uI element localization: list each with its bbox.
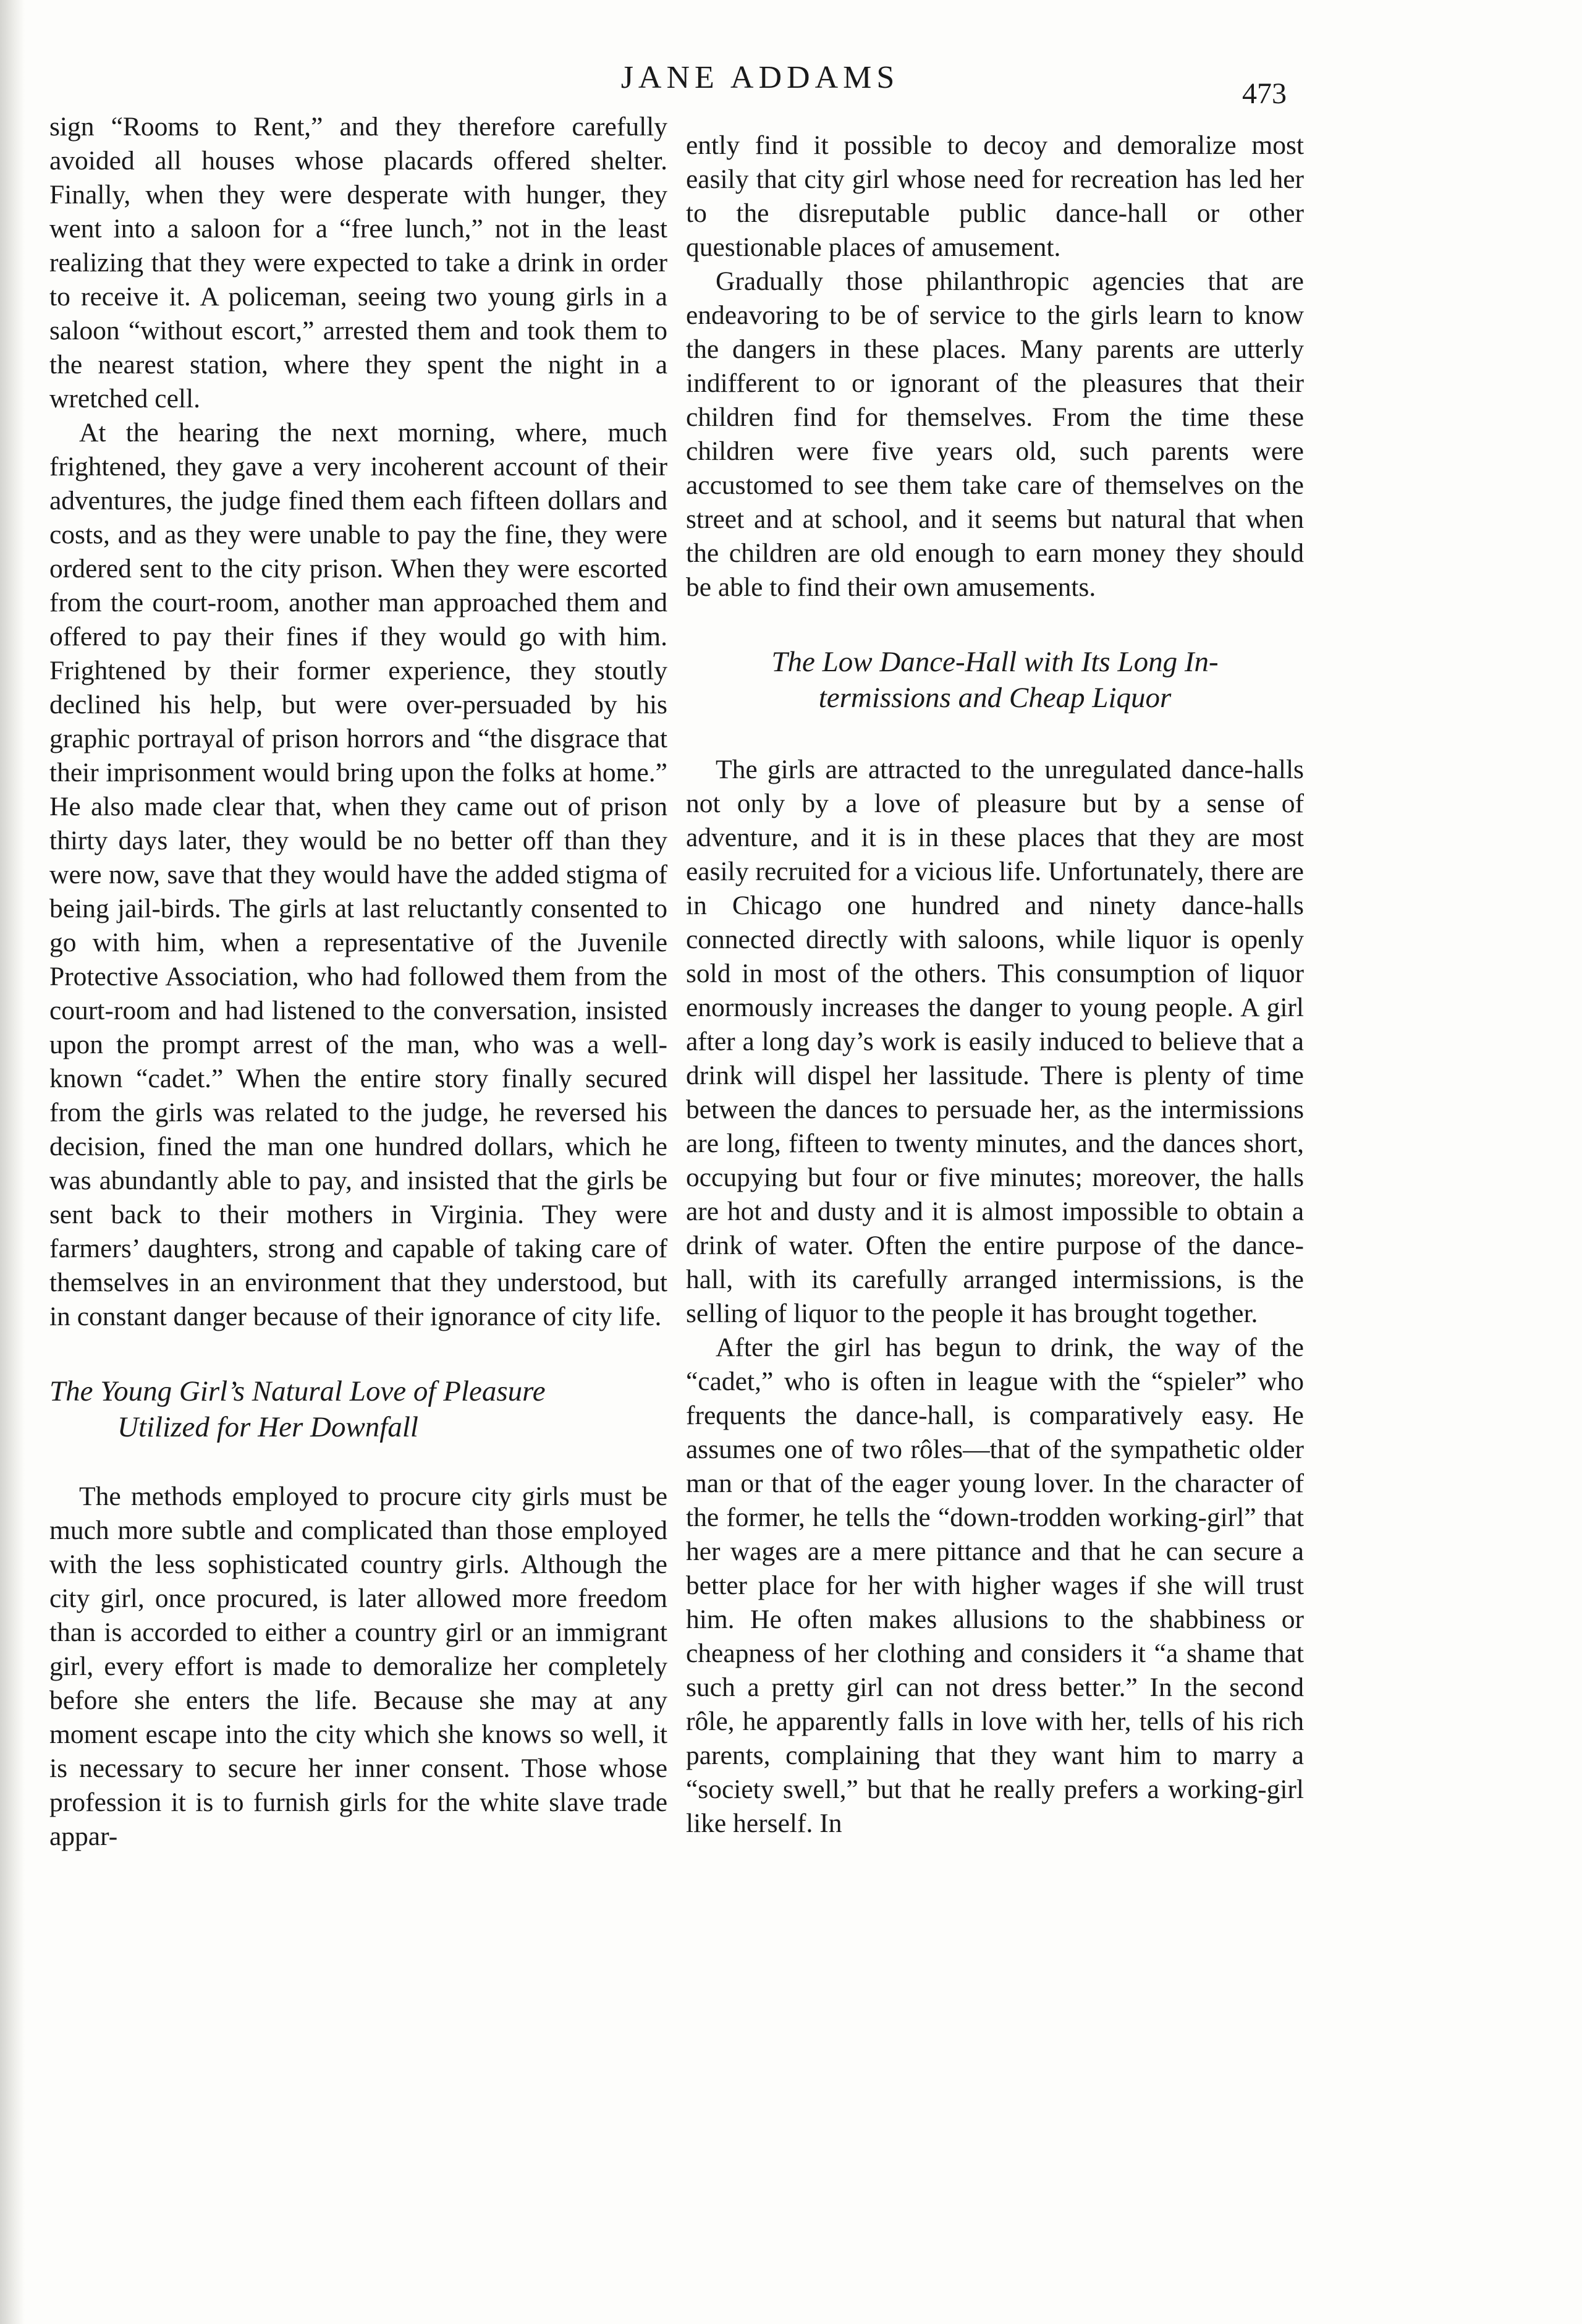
right-paragraph-1: ently find it possible to decoy and demoralize most easily that city girl whose need for recreation has led her to the disreputable public dance-hall or other questionable places of amusement.: [686, 130, 1304, 262]
page-number: 473: [1242, 77, 1287, 110]
right-heading-line-2: termissions and Cheap Liquor: [818, 682, 1172, 714]
right-paragraph-4: After the girl has begun to drink, the way of the “cadet,” who is often in league with the “spieler” who frequents the dance-hall, is comparatively easy. He assumes one of two rôles—that of the sympathetic older man or that of the eager young lover. In the character of the former, he tells the “down-trodden working-girl” that her wages are a mere pittance and that he can secure a better place for her with higher wages if she will trust him. He often makes allusions to the shabbiness or cheapness of her clothing and considers it “a shame that such a pretty girl can not dress better.” In the second rôle, he apparently falls in love with her, tells of his rich parents, complaining that they want him to marry a “society swell,” but that he really prefers a working-girl like herself. In: [686, 1333, 1304, 1838]
right-heading-line-1: The Low Dance-Hall with Its Long In-: [771, 646, 1219, 678]
left-column: [49, 110, 667, 1854]
right-paragraph-2: Gradually those philanthropic agencies that are endeavoring to be of service to the girls learn to know the dangers in these places. Many parents are utterly indifferent to or ignorant of the pleasures that their children find for themselves. From the time these children were five years old, such parents were accustomed to see them take care of themselves on the street and at school, and it seems but natural that when the children are old enough to earn money they should be able to find their own amusements.: [686, 266, 1304, 602]
left-heading-line-1: The Young Girl’s Natural Love of Pleasure: [49, 1375, 546, 1407]
page-left-edge: [0, 0, 25, 2324]
left-paragraph-1: sign “Rooms to Rent,” and they therefore carefully avoided all houses whose placards offered shelter. Finally, when they were desperate with hunger, they went into a saloon for a “free lunch,” not in the least realizing that they were expected to take a drink in order to receive it. A policeman, seeing two young girls in a saloon “without escort,” arrested them and took them to the nearest station, where they spent the night in a wretched cell.: [49, 112, 667, 413]
right-column: [686, 129, 1304, 1841]
left-paragraph-3: The methods employed to procure city girls must be much more subtle and complicated than those employed with the less sophisticated country girls. Although the city girl, once procured, is later allowed more freedom than is accorded to either a country girl or an immigrant girl, every effort is made to demoralize her completely before she enters the life. Because she may at any moment escape into the city which she knows so well, it is necessary to secure her inner consent. Those whose profession it is to furnish girls for the white slave trade appar-: [49, 1482, 667, 1851]
right-section-heading: [692, 644, 1298, 716]
running-head: JANE ADDAMS: [620, 60, 900, 95]
right-paragraph-3: The girls are attracted to the unregulated dance-halls not only by a love of pleasure but by a sense of adventure, and it is in these places that they are most easily recruited for a vicious life. Unfortunately, there are in Chicago one hundred and ninety dance-halls connected directly with saloons, while liquor is openly sold in most of the others. This consumption of liquor enormously increases the danger to young people. A girl after a long day’s work is easily induced to believe that a drink will dispel her lassitude. There is plenty of time between the dances to persuade her, as the intermissions are long, fifteen to twenty minutes, and the dances short, occupying but four or five minutes; moreover, the halls are hot and dusty and it is almost impossible to obtain a drink of water. Often the entire purpose of the dance-hall, with its carefully arranged intermissions, is the selling of liquor to the people it has brought together.: [686, 755, 1304, 1328]
left-section-heading: [49, 1373, 643, 1445]
left-paragraph-2: At the hearing the next morning, where, much frightened, they gave a very incoherent account of their adventures, the judge fined them each fifteen dollars and costs, and as they were unable to pay the fine, they were ordered sent to the city prison. When they were escorted from the court-room, another man approached them and offered to pay their fines if they would go with him. Frightened by their former experience, they stoutly declined his help, but were over-persuaded by his graphic portrayal of prison horrors and “the disgrace that their imprisonment would bring upon the folks at home.” He also made clear that, when they came out of prison thirty days later, they would be no better off than they were now, save that they would have the added stigma of being jail-birds. The girls at last reluctantly consented to go with him, when a representative of the Juvenile Protective Association, who had followed them from the court-room and had listened to the conversation, insisted upon the prompt arrest of the man, who was a well-known “cadet.” When the entire story finally secured from the girls was related to the judge, he reversed his decision, fined the man one hundred dollars, which he was abundantly able to pay, and insisted that the girls be sent back to their mothers in Virginia. They were farmers’ daughters, strong and capable of taking care of themselves in an environment that they understood, but in constant danger because of their ignorance of city life.: [49, 418, 667, 1331]
left-heading-line-2: Utilized for Her Downfall: [117, 1411, 418, 1443]
